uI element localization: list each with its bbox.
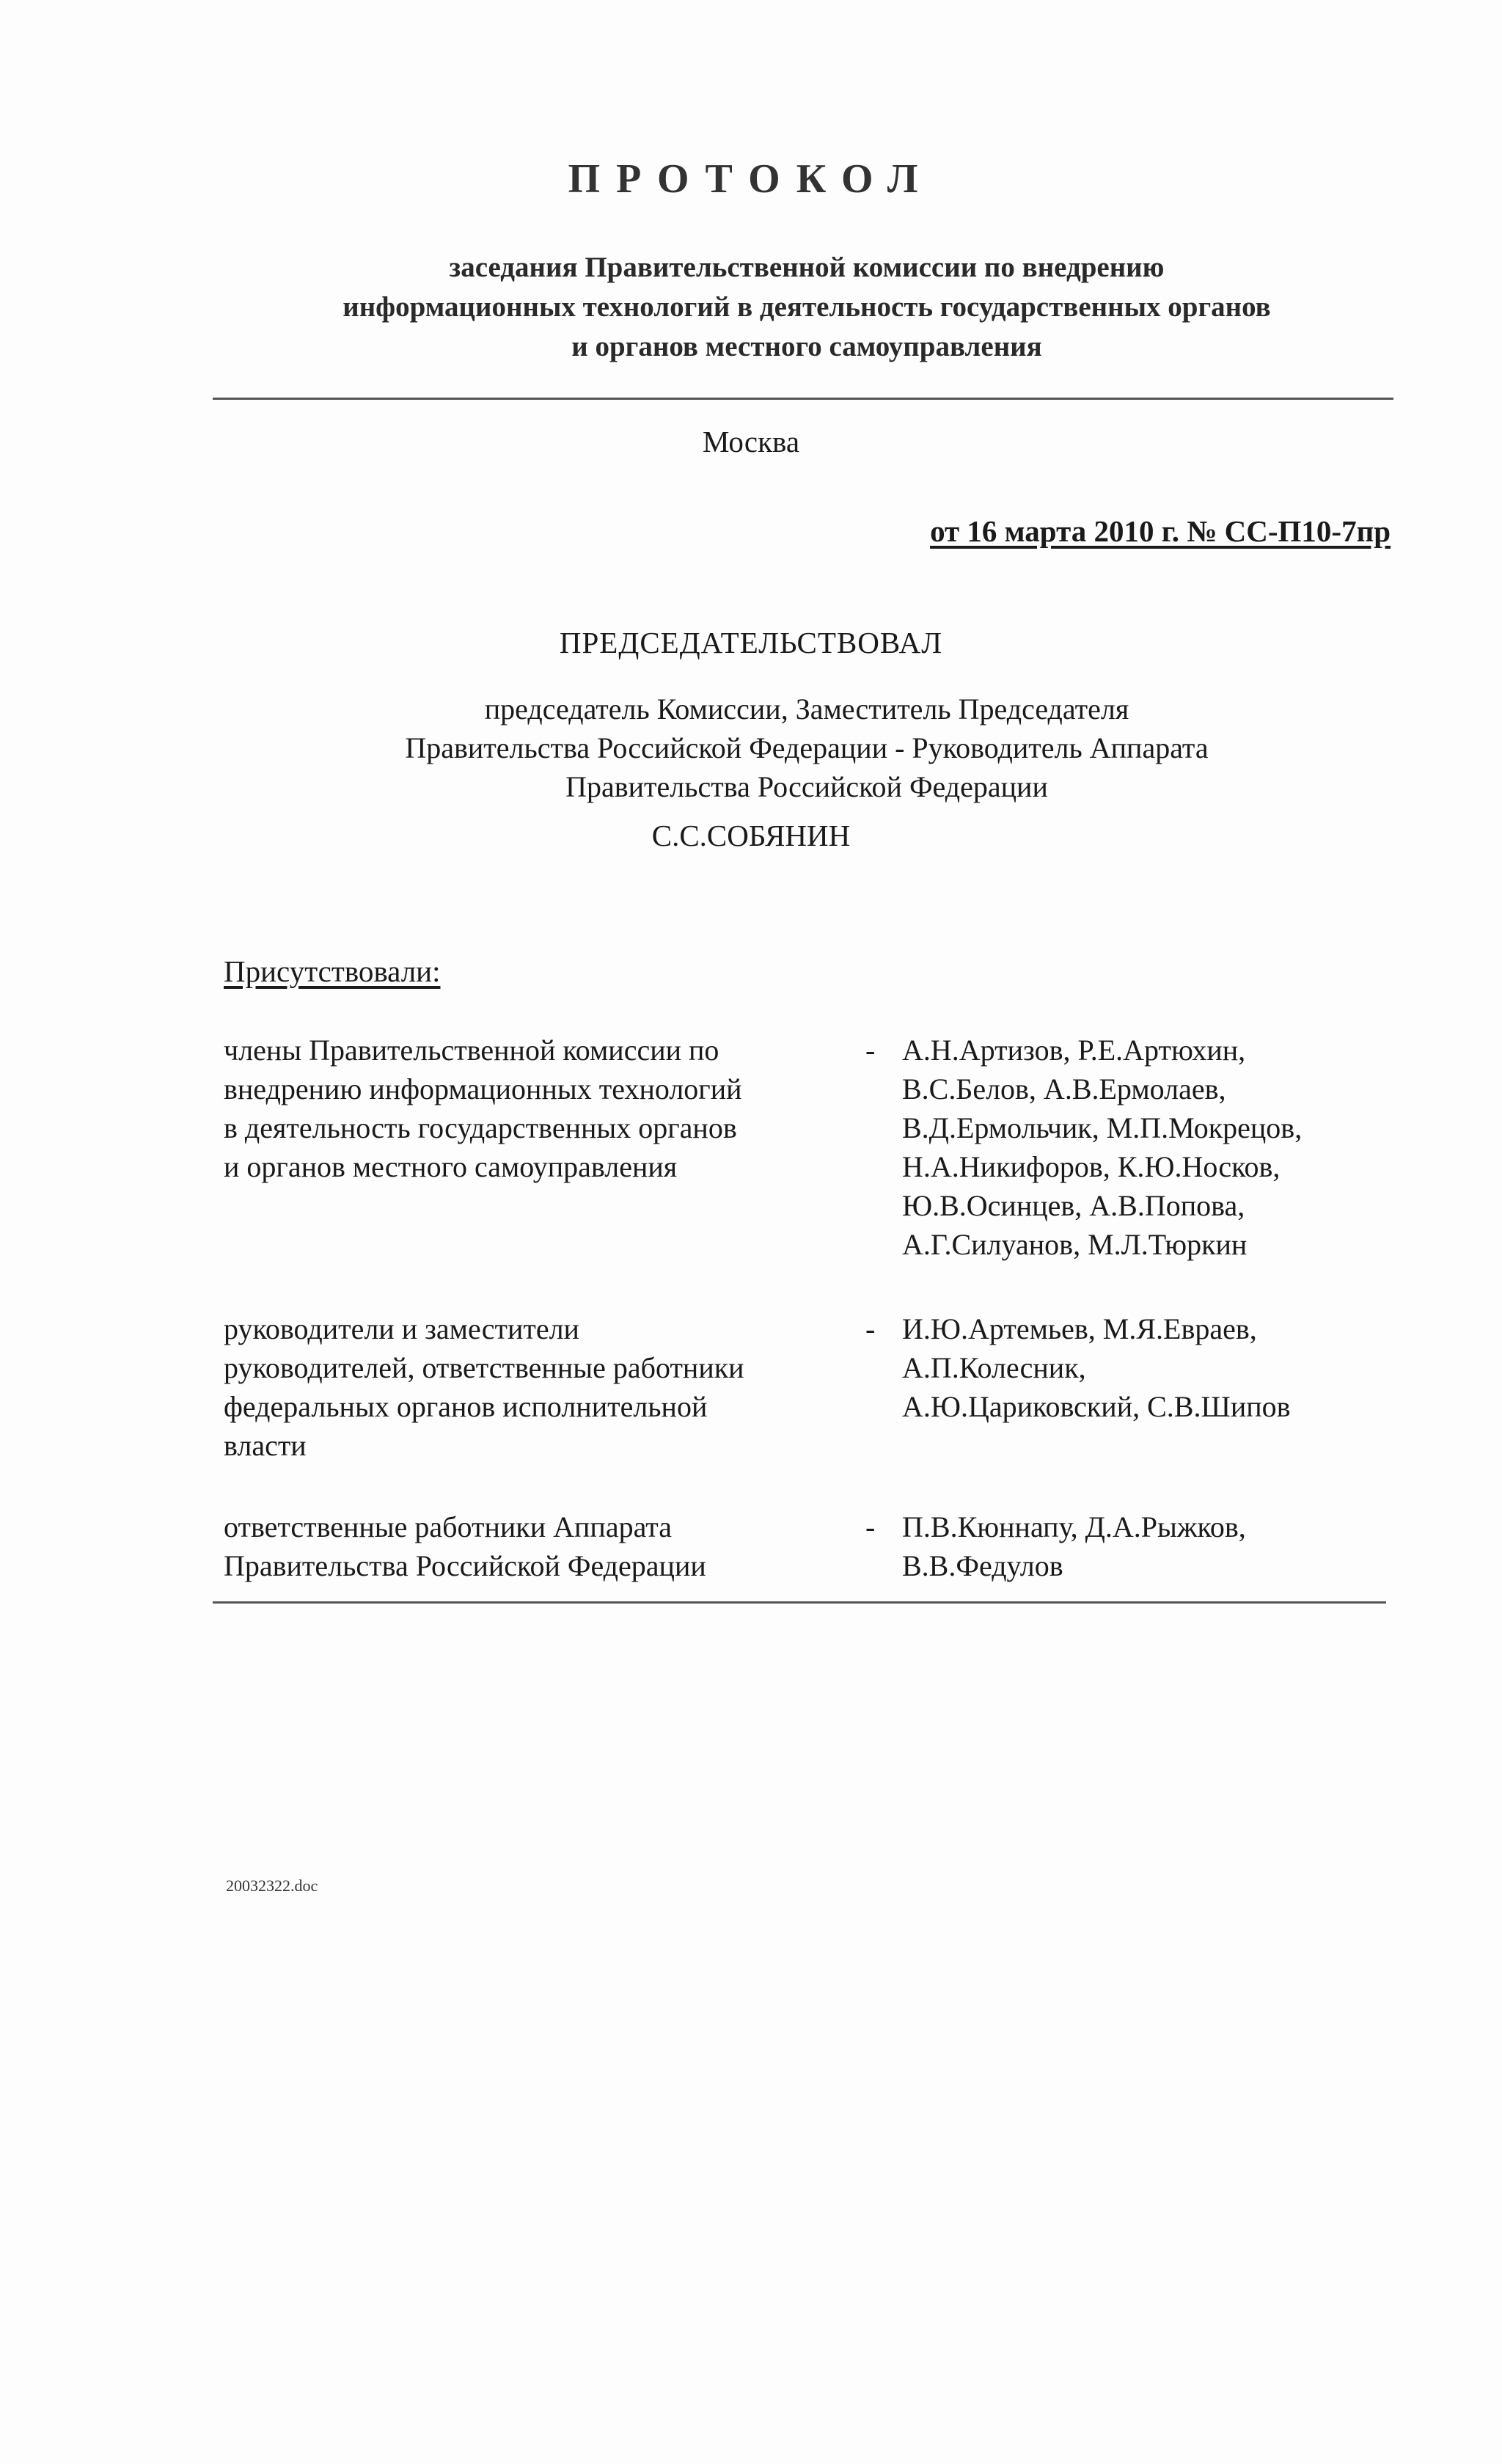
bottom-divider: [213, 1601, 1386, 1604]
city: Москва: [702, 425, 800, 458]
role-line: и органов местного самоуправления: [224, 1150, 678, 1183]
file-reference: 20032322.doc: [226, 1876, 318, 1895]
chairman-title-line: председатель Комиссии, Заместитель Председателя: [484, 692, 1129, 725]
attendee-list: [224, 1031, 1397, 1585]
role-line: ответственные работники Аппарата: [224, 1510, 673, 1543]
attendee-group-government-staff: [224, 1507, 1397, 1585]
attendee-group-commission-members: [224, 1031, 1397, 1264]
present-heading: Присутствовали:: [224, 954, 441, 988]
dash-separator: -: [865, 1510, 876, 1543]
chairman-title-line: Правительства Российской Федерации - Руководитель Аппарата: [405, 731, 1209, 764]
dash-separator: -: [865, 1034, 876, 1067]
role-line: руководители и заместители: [224, 1312, 579, 1345]
name-line: А.Ю.Цариковский, С.В.Шипов: [902, 1390, 1291, 1423]
attendee-role: [224, 1507, 854, 1585]
role-line: Правительства Российской Федерации: [224, 1549, 706, 1582]
name-line: П.В.Кюннапу, Д.А.Рыжков,: [902, 1510, 1246, 1543]
role-line: члены Правительственной комиссии по: [224, 1034, 719, 1067]
role-line: в деятельность государственных органов: [224, 1111, 737, 1144]
protocol-number: от 16 марта 2010 г. № СС-П10-7пр: [930, 514, 1391, 548]
name-line: В.С.Белов, А.В.Ермолаев,: [902, 1072, 1226, 1105]
chairman-name: С.С.СОБЯНИН: [651, 819, 851, 852]
name-line: И.Ю.Артемьев, М.Я.Евраев,: [902, 1312, 1257, 1345]
role-line: федеральных органов исполнительной: [224, 1390, 708, 1423]
role-line: руководителей, ответственные работники: [224, 1351, 744, 1384]
attendee-role: [224, 1031, 854, 1186]
top-divider: [213, 398, 1393, 400]
name-line: Ю.В.Осинцев, А.В.Попова,: [902, 1189, 1245, 1222]
name-line: Н.А.Никифоров, К.Ю.Носков,: [902, 1150, 1281, 1183]
attendee-names: [902, 1031, 1397, 1264]
role-line: власти: [224, 1429, 307, 1462]
attendee-names: [902, 1507, 1397, 1585]
chairman-title: [220, 690, 1393, 806]
name-line: А.Г.Силуанов, М.Л.Тюркин: [902, 1228, 1248, 1261]
subtitle-line: информационных технологий в деятельность государственных органов: [342, 291, 1271, 323]
document-title: ПРОТОКОЛ: [568, 156, 934, 202]
chaired-heading: ПРЕДСЕДАТЕЛЬСТВОВАЛ: [559, 626, 943, 659]
dash-separator: -: [865, 1312, 876, 1345]
name-line: В.Д.Ермольчик, М.П.Мокрецов,: [902, 1111, 1303, 1144]
attendee-names: [902, 1309, 1397, 1426]
role-line: внедрению информационных технологий: [224, 1072, 742, 1105]
name-line: А.Н.Артизов, Р.Е.Артюхин,: [902, 1034, 1246, 1067]
subtitle-line: и органов местного самоуправления: [571, 331, 1042, 362]
name-line: В.В.Федулов: [902, 1549, 1063, 1582]
name-line: А.П.Колесник,: [902, 1351, 1086, 1384]
document-subtitle: [183, 248, 1430, 367]
chairman-title-line: Правительства Российской Федерации: [565, 770, 1048, 803]
attendee-role: [224, 1309, 854, 1465]
subtitle-line: заседания Правительственной комиссии по внедрению: [449, 252, 1165, 283]
attendee-group-federal-officials: [224, 1309, 1397, 1465]
